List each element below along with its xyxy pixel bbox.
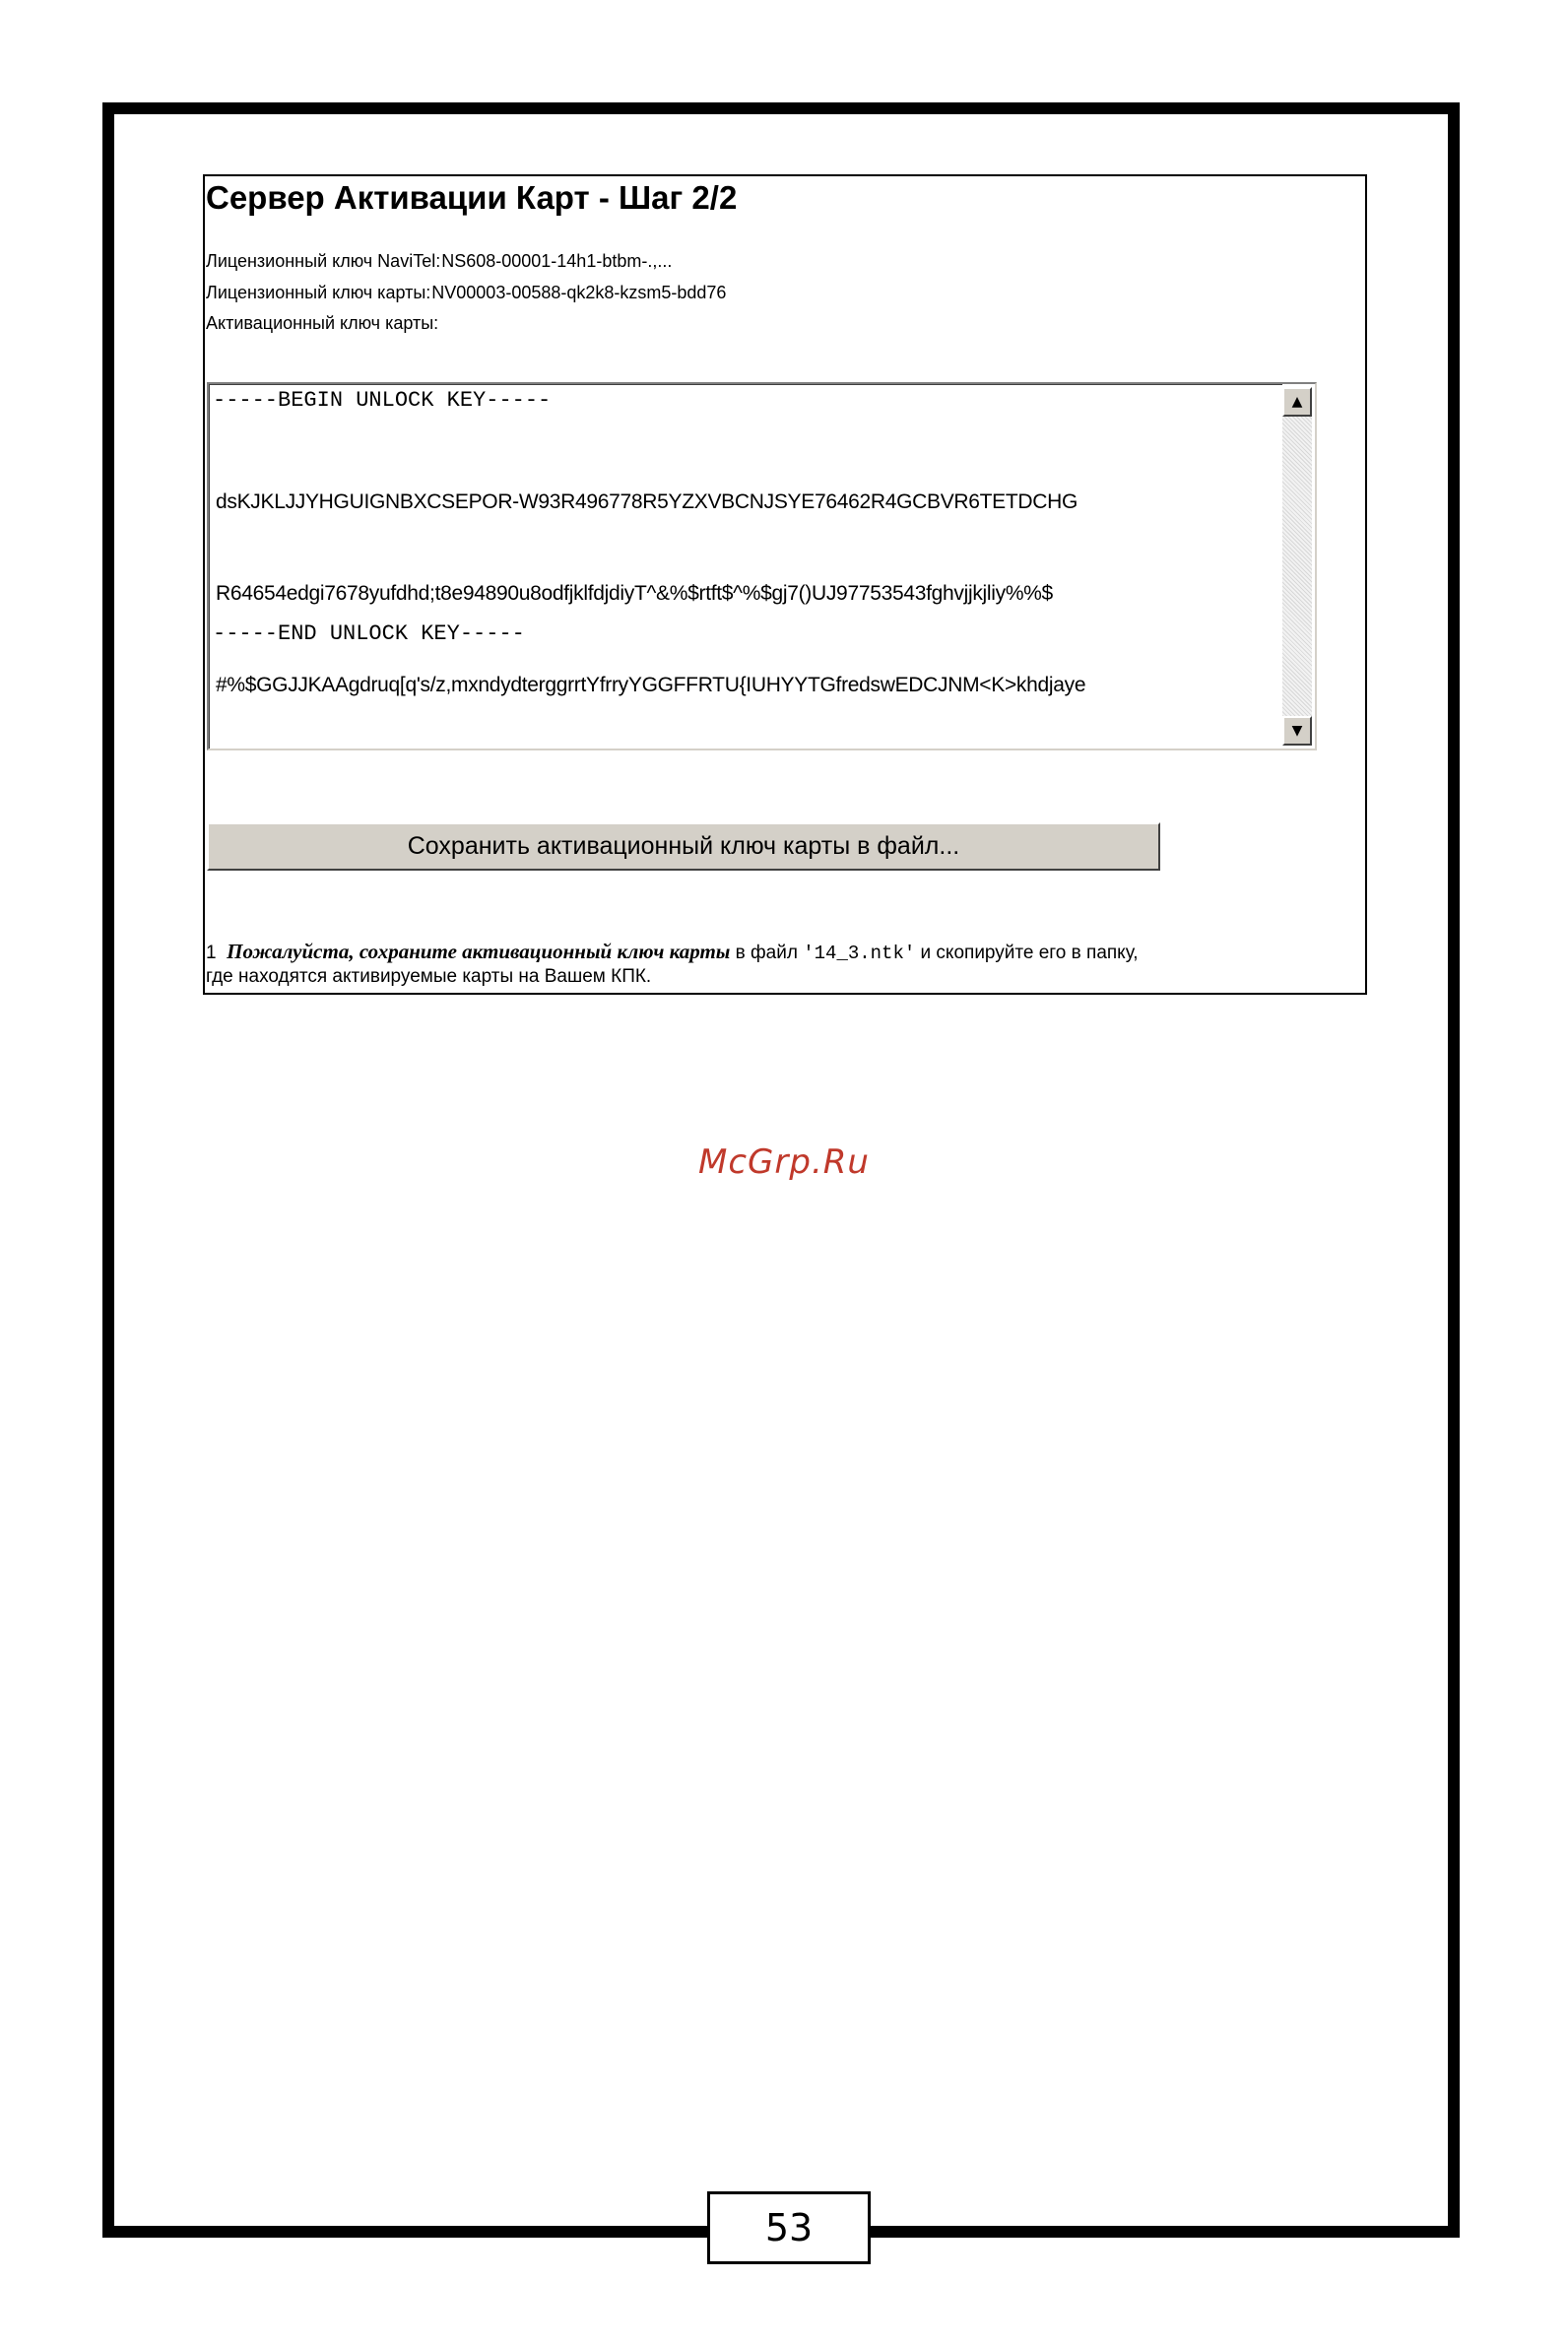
unlock-key-line: #%$GGJJKAAgdruq[q's/z,mxndydterggrrtYfrryYGGFFRTU{IUHYYTGfredswEDCJNM<K>khdjaye (216, 674, 1086, 696)
scroll-down-arrow-icon[interactable]: ▼ (1282, 716, 1312, 746)
note-filename: '14_3.ntk' (803, 943, 916, 964)
note-text-line2: где находятся активируемые карты на Вашем КПК. (206, 966, 652, 987)
vertical-scrollbar[interactable] (1282, 387, 1312, 746)
scroll-up-arrow-icon[interactable]: ▲ (1282, 387, 1312, 417)
note-emphasis: Пожалуйста, сохраните активационный ключ карты (227, 940, 731, 963)
note-text-part1: в файл (730, 943, 804, 963)
unlock-key-text-area (209, 384, 1282, 749)
unlock-key-line: R64654edgi7678yufdhd;t8e94890u8odfjklfdjdiyT^&%$rtft$^%$gj7()UJ97753543fghvjjkjliy%%$ (216, 582, 1053, 605)
navitel-key-label: Лицензионный ключ NaviTel: (206, 251, 441, 271)
unlock-key-body (216, 425, 1085, 750)
instruction-note (206, 940, 1363, 989)
note-text-part2: и скопируйте его в папку, (915, 943, 1139, 963)
map-key-value: NV00003-00588-qk2k8-kzsm5-bdd76 (431, 283, 727, 302)
watermark: McGrp.Ru (698, 1142, 870, 1182)
activation-key-label: Активационный ключ карты: (206, 313, 439, 333)
navitel-license-key-row (206, 250, 672, 272)
map-key-label: Лицензионный ключ карты: (206, 283, 431, 302)
page-number: 53 (707, 2191, 871, 2264)
activation-server-screenshot (203, 174, 1367, 995)
save-activation-key-button[interactable]: Сохранить активационный ключ карты в файл... (207, 822, 1160, 871)
map-license-key-row (206, 282, 726, 303)
unlock-key-end: -----END UNLOCK KEY----- (213, 621, 525, 646)
page-title: Сервер Активации Карт - Шаг 2/2 (206, 179, 738, 216)
unlock-key-begin: -----BEGIN UNLOCK KEY----- (213, 388, 552, 413)
note-number: 1 (206, 943, 217, 963)
unlock-key-line: dsKJKLJJYHGUIGNBXCSEPOR-W93R496778R5YZXVBCNJSYE76462R4GCBVR6TETDCHG (216, 490, 1078, 513)
navitel-key-value: NS608-00001-14h1-btbm-.,... (441, 251, 673, 271)
unlock-key-textarea[interactable] (207, 382, 1317, 750)
